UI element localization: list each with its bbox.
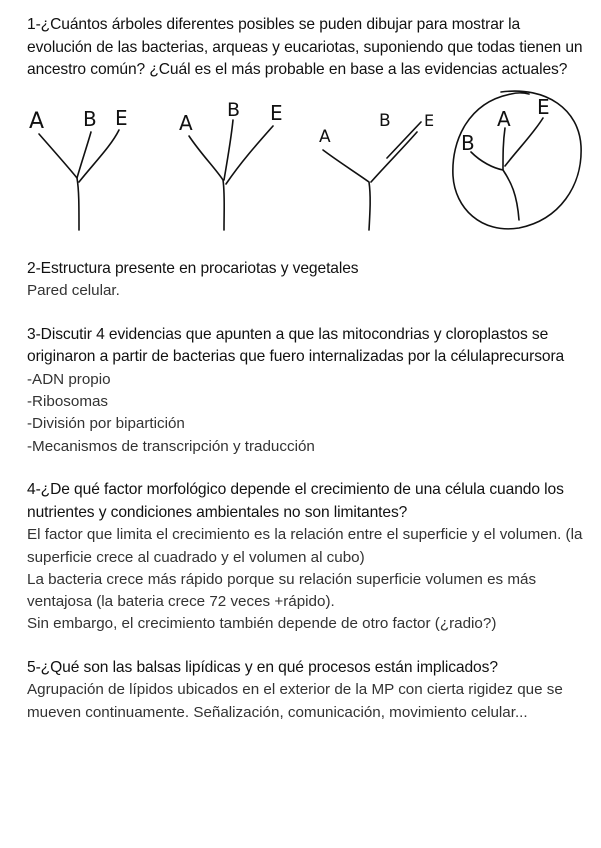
list-item: -Ribosomas <box>27 393 109 411</box>
question-4 <box>27 479 587 636</box>
list-item: -ADN propio <box>27 370 111 388</box>
question-4-text: 4-¿De qué factor morfológico depende el crecimiento de una célula cuando los nutrientes y condiciones ambientales no son limitantes? <box>27 481 564 521</box>
tree-2 <box>179 99 283 230</box>
question-3-text: 3-Discutir 4 evidencias que apunten a que las mitocondrias y cloroplastos se originaron a partir de bacterias que fuero internalizadas por la célulaprecursora <box>27 325 565 366</box>
tree-1-label-1: B <box>83 106 97 131</box>
answer-2-text: Pared celular. <box>27 282 120 300</box>
tree-1-label-0: A <box>29 108 45 134</box>
trees-sketch <box>19 90 594 240</box>
tree-4-label-1: A <box>497 106 511 131</box>
tree-3 <box>319 111 434 230</box>
tree-3-label-0: A <box>319 126 331 147</box>
tree-4 <box>453 91 581 229</box>
tree-1-label-2: E <box>115 105 128 130</box>
tree-2-label-2: E <box>270 100 283 125</box>
tree-1 <box>29 106 128 230</box>
question-2 <box>27 258 587 303</box>
hand-drawn-trees <box>19 90 579 240</box>
question-2-text: 2-Estructura presente en procariotas y vegetales <box>27 259 359 277</box>
answer-4-paragraph: Sin embargo, el crecimiento también depende de otro factor (¿radio?) <box>27 615 497 633</box>
question-3 <box>27 324 587 458</box>
question-5 <box>27 657 587 724</box>
answer-4-paragraph: La bacteria crece más rápido porque su relación superficie volumen es más ventajosa (la bateria crece 72 veces +rápido). <box>27 570 537 611</box>
question-1 <box>27 14 587 240</box>
question-1-text: 1-¿Cuántos árboles diferentes posibles se puden dibujar para mostrar la evolución de las bacterias, arqueas y eucariotas, suponiendo que todas tienen un ancestro común? ¿Cuál es el más probable en base a las evidencias actuales? <box>27 16 583 79</box>
tree-2-label-1: B <box>227 98 241 121</box>
tree-2-label-0: A <box>179 110 193 135</box>
list-item: -Mecanismos de transcripción y traducción <box>27 437 315 455</box>
list-item: -División por bipartición <box>27 415 185 433</box>
tree-4-label-0: B <box>461 130 475 155</box>
tree-3-label-2: E <box>424 110 435 130</box>
question-5-text: 5-¿Qué son las balsas lipídicas y en qué procesos están implicados? <box>27 658 498 676</box>
document-page <box>27 14 587 745</box>
answer-4-paragraph: El factor que limita el crecimiento es la relación entre el superficie y el volumen. (la superficie crece al cuadrado y el volumen al cubo) <box>27 526 583 566</box>
tree-3-label-1: B <box>379 110 391 131</box>
tree-4-label-2: E <box>537 94 550 119</box>
answer-3-list <box>27 369 587 458</box>
answer-5-text: Agrupación de lípidos ubicados en el exterior de la MP con cierta rigidez que se mueven continuamente. Señalización, comunicación, movimiento celular... <box>27 681 563 721</box>
